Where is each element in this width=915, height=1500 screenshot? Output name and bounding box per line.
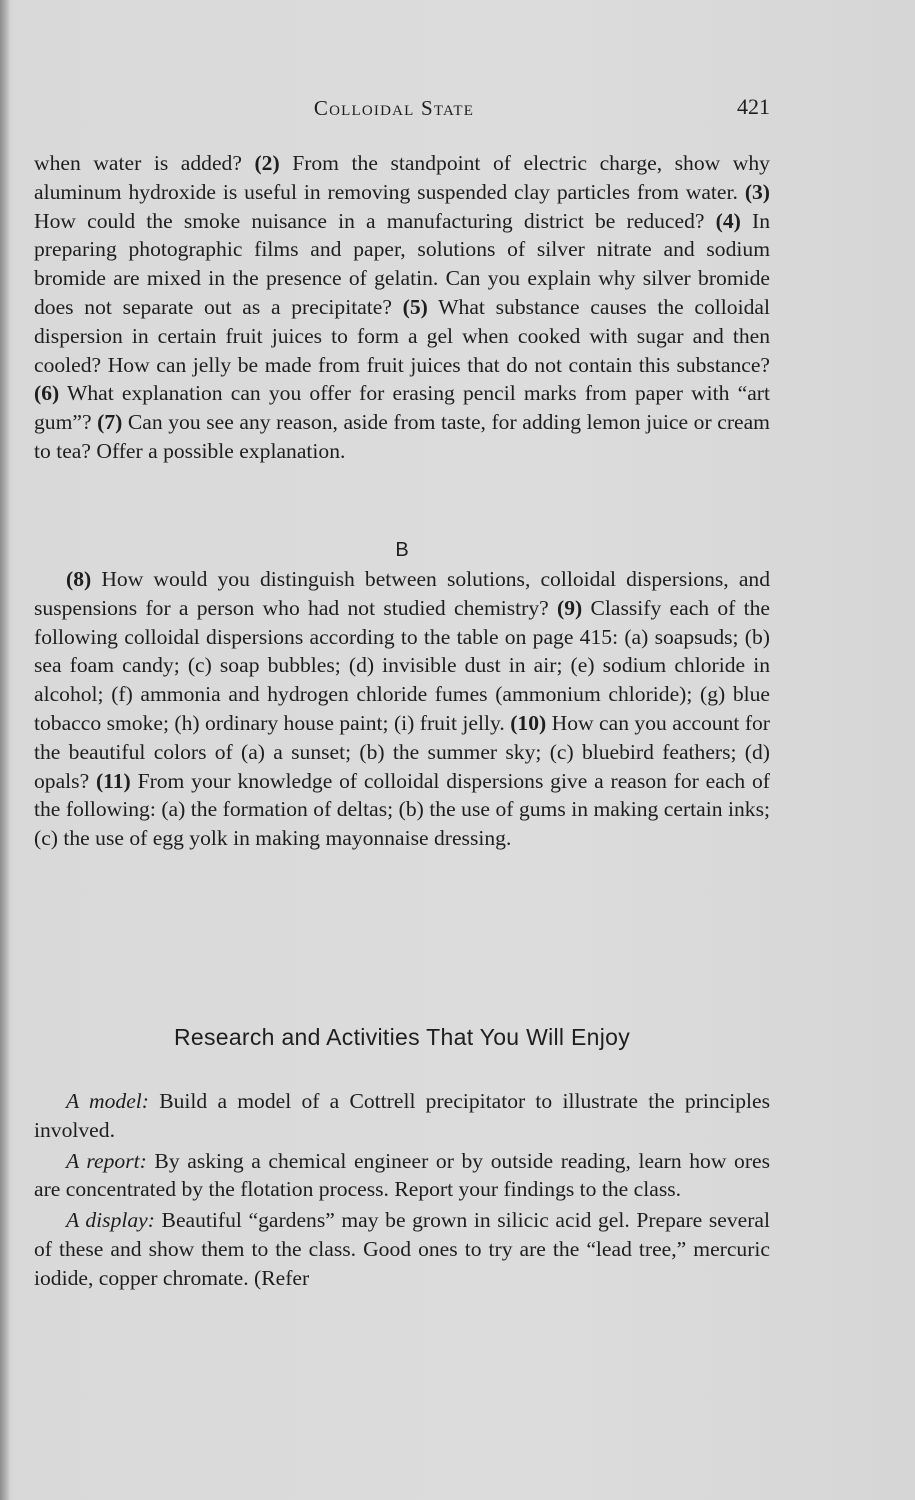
question-text: From the standpoint of electric charge, show why aluminum hydroxide is useful in removing suspended clay particles from water.	[34, 151, 770, 204]
research-activities	[34, 1087, 770, 1293]
question-text: Classify each of the following colloidal dispersions according to the table on page 415: (a) soapsuds; (b) sea foam candy; (c) soap bubbles; (d) invisible dust in air; (e) sodium chloride in alcohol; (f) ammonia and hydrogen chloride fumes (ammonium chloride); (g) blue tobacco smoke; (h) ordinary house paint; (i) fruit jelly.	[34, 595, 771, 735]
running-title: Colloidal State	[313, 96, 475, 120]
page-number: 421	[737, 94, 770, 119]
section-b-paragraph	[34, 565, 770, 853]
research-heading: Research and Activities That You Will Enjoy	[173, 1024, 631, 1050]
activity-lead: A display:	[66, 1208, 155, 1233]
question-number: (10)	[510, 710, 547, 735]
question-text: How can you account for the beautiful colors of (a) a sunset; (b) the summer sky; (c) bluebird feathers; (d) opals?	[34, 710, 770, 793]
section-b-label: B	[395, 539, 409, 561]
activity-paragraph	[34, 1087, 770, 1145]
section-a-paragraph	[34, 149, 770, 466]
question-text: How would you distinguish between solutions, colloidal dispersions, and suspensions for a person who had not studied chemistry?	[34, 567, 770, 620]
question-text: What substance causes the colloidal dispersion in certain fruit juices to form a gel when cooked with sugar and then cooled? How can jelly be made from fruit juices that do not contain this substance?	[34, 294, 770, 377]
question-number: (11)	[95, 768, 131, 793]
question-number: (6)	[34, 381, 60, 406]
question-text: How could the smoke nuisance in a manufacturing district be reduced?	[34, 208, 705, 233]
binding-gutter-shadow	[0, 0, 10, 1500]
question-text: In preparing photographic films and paper, solutions of silver nitrate and sodium bromide are mixed in the presence of gelatin. Can you explain why silver bromide does not separate out as a precipitate?	[34, 208, 770, 319]
activity-paragraph	[34, 1147, 770, 1205]
question-number: (3)	[744, 179, 770, 204]
question-text: From your knowledge of colloidal dispersions give a reason for each of the following: (a) the formation of deltas; (b) the use of gums in making certain inks; (c) the use of egg yolk in making mayonnaise dressing.	[34, 768, 770, 851]
running-head	[34, 92, 770, 128]
section-a-questions	[34, 149, 770, 466]
question-text: What explanation can you offer for erasing pencil marks from paper with “art gum”?	[34, 381, 770, 435]
activity-text: Build a model of a Cottrell precipitator to illustrate the principles involved.	[34, 1089, 770, 1142]
activity-lead: A report:	[66, 1148, 147, 1173]
continued-text: when water is added?	[34, 151, 242, 175]
activity-lead: A model:	[66, 1089, 149, 1113]
question-number: (9)	[557, 595, 583, 620]
question-number: (2)	[254, 151, 280, 175]
question-number: (5)	[402, 294, 428, 319]
question-number: (8)	[66, 567, 92, 591]
question-text: Can you see any reason, aside from taste, for adding lemon juice or cream to tea? Offer a possible explanation.	[34, 410, 770, 463]
question-number: (7)	[97, 410, 123, 435]
activity-paragraph	[34, 1206, 770, 1292]
section-b-questions	[34, 565, 770, 853]
question-number: (4)	[715, 208, 741, 233]
activity-text: By asking a chemical engineer or by outside reading, learn how ores are concentrated by the flotation process. Report your findings to the class.	[34, 1148, 771, 1202]
activity-text: Beautiful “gardens” may be grown in silicic acid gel. Prepare several of these and show them to the class. Good ones to try are the “lead tree,” mercuric iodide, copper chromate. (Refer	[34, 1208, 770, 1290]
